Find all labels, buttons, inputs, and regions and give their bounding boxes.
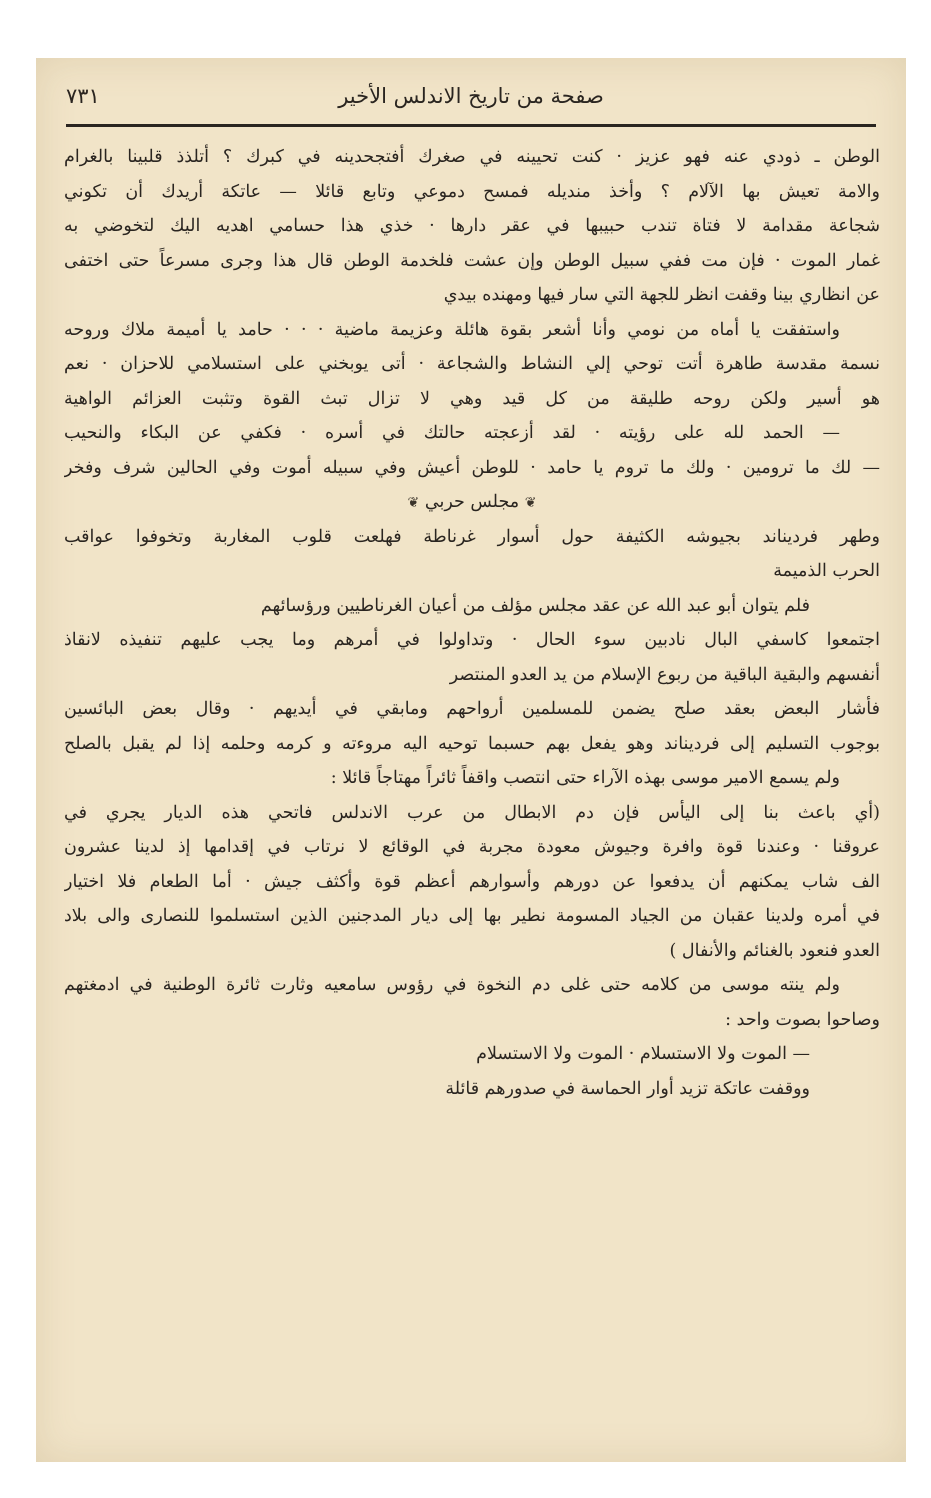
section-title: مجلس حربي xyxy=(424,492,520,512)
dialogue-line: — الحمد لله على رؤيته · لقد أزعجته حالتك في أسره · فكفي عن البكاء والنحيب xyxy=(64,423,840,443)
text-line: وصاحوا بصوت واحد : xyxy=(725,1009,880,1030)
text-line: عروقنا · وعندنا قوة وافرة وجيوش معودة مجربة في الوقائع لا نرتاب في إقدامها إذ لدينا عشرون xyxy=(64,837,880,857)
text-line: ووقفت عاتكة تزيد أوار الحماسة في صدورهم قائلة xyxy=(445,1078,810,1099)
text-line: ولم يسمع الامير موسى بهذه الآراء حتى انتصب واقفاً ثائراً مهتاجاً قائلا : xyxy=(330,768,840,788)
text-line: هو أسير ولكن روحه طليقة من كل قيد وهي لا تزال تبث القوة وتثبت العزائم الواهية xyxy=(64,388,880,409)
text-line: غمار الموت · فإن مت ففي سبيل الوطن وإن عشت فلخدمة الوطن قال هذا وجرى مسرعاً حتى اختفى xyxy=(64,250,880,271)
text-line: نسمة مقدسة طاهرة أتت توحي إلي النشاط والشجاعة · أتى يوبخني على استسلامي للاحزان · نعم xyxy=(64,354,880,374)
text-line: فأشار البعض بعقد صلح يضمن للمسلمين أرواحهم ومابقي في أيديهم · وقال بعض البائسين xyxy=(64,699,880,719)
text-line: عن انظاري بينا وقفت انظر للجهة التي سار فيها ومهنده بيدي xyxy=(443,285,880,305)
text-line: والامة تعيش بها الآلام ؟ وأخذ منديله فمسح دموعي وتابع قائلا — عاتكة أريدك أن تكوني xyxy=(64,181,880,202)
text-line: واستفقت يا أماه من نومي وأنا أشعر بقوة هائلة وعزيمة ماضية · · · حامد يا أميمة ملاك وروحه xyxy=(64,319,840,340)
text-line: (أي باعث بنا إلى اليأس فإن دم الابطال من عرب الاندلس فاتحي هذه الديار يجري في xyxy=(64,802,880,823)
text-line: اجتمعوا كاسفي البال نادبين سوء الحال · وتداولوا في أمرهم وما يجب عليهم تنفيذه لانقاذ xyxy=(64,630,880,650)
ornament-icon: ❦ xyxy=(524,495,537,511)
text-line: في أمره ولدينا عقبان من الجياد المسومة نطير بها إلى ديار المدجنين الذين استسلموا للنصارى والى بلاد xyxy=(64,906,880,926)
page-body xyxy=(64,140,880,1106)
text-line: العدو فنعود بالغنائم والأنفال ) xyxy=(669,940,880,961)
running-title: صفحة من تاريخ الاندلس الأخير xyxy=(338,84,604,108)
header-rule xyxy=(66,124,876,127)
dialogue-line: — لك ما ترومين · ولك ما تروم يا حامد · للوطن أعيش وفي سبيله أموت وفي الحالين شرف وفخر xyxy=(64,457,880,478)
text-line: أنفسهم والبقية الباقية من ربوع الإسلام من يد العدو المنتصر xyxy=(449,664,880,685)
text-line: ولم ينته موسى من كلامه حتى غلى دم النخوة في رؤوس سامعيه وثارت ثائرة الوطنية في ادمغتهم xyxy=(64,975,840,995)
text-line: بوجوب التسليم إلى فرديناند وهو يفعل بهم حسبما توحيه اليه مروءته و كرمه وحلمه إذا لم يقبل بالصلح xyxy=(64,733,880,754)
text-line: الوطن ـ ذودي عنه فهو عزيز · كنت تحيينه في صغرك أفتجحدينه في كبرك ؟ أتلذذ قلبينا بالغرام xyxy=(64,147,880,167)
page-number: ٧٣١ xyxy=(66,84,100,108)
ornament-icon: ❦ xyxy=(407,495,420,511)
dialogue-line: — الموت ولا الاستسلام · الموت ولا الاستسلام xyxy=(476,1044,810,1064)
text-line: شجاعة مقدامة لا فتاة تندب حبيبها في عقر دارها · خذي هذا حسامي اهديه اليك لتخوضي به xyxy=(64,216,880,236)
page-header xyxy=(66,76,876,120)
text-line: الحرب الذميمة xyxy=(773,561,880,581)
book-page xyxy=(36,58,906,1462)
text-line: الف شاب يمكنهم أن يدفعوا عن دورهم وأسوارهم أعظم قوة وأكثف جيش · أما الطعام فلا اختيار xyxy=(64,871,880,892)
text-line: وطهر فرديناند بجيوشه الكثيفة حول أسوار غرناطة فهلعت قلوب المغاربة وتخوفوا عواقب xyxy=(64,526,880,547)
section-heading xyxy=(64,485,880,520)
text-line: فلم يتوان أبو عبد الله عن عقد مجلس مؤلف من أعيان الغرناطيين ورؤسائهم xyxy=(260,595,810,616)
